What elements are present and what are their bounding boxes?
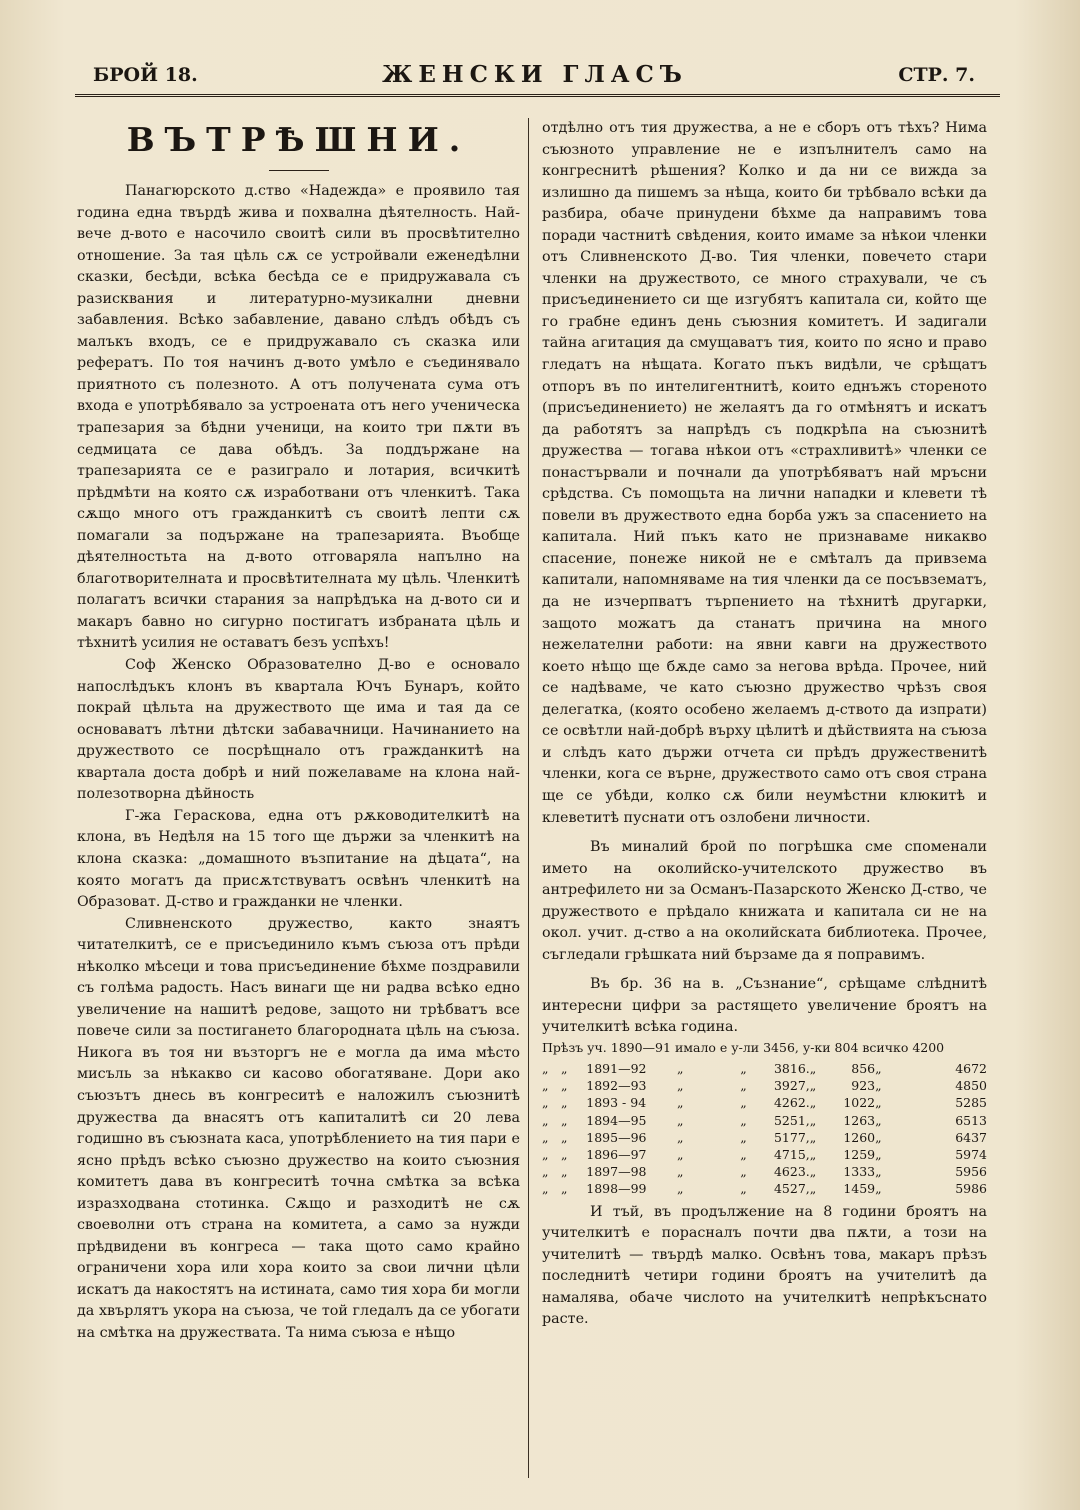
stats-cell-ditto1: „ bbox=[542, 1060, 549, 1076]
stats-cell-ditto5: „ bbox=[809, 1078, 817, 1094]
stats-cell-teachers: 4262. bbox=[773, 1095, 810, 1111]
stats-cell-total: 4672 bbox=[955, 1060, 987, 1076]
stats-cell-total: 5974 bbox=[955, 1146, 987, 1162]
stats-cell-ditto3: „ bbox=[676, 1181, 684, 1197]
stats-intro-line: Прѣзъ уч. 1890—91 имало е у-ли 3456, у-ки 804 всичко 4200 bbox=[542, 1039, 945, 1055]
header-rule bbox=[75, 94, 1000, 97]
article-paragraph: Въ бр. 36 на в. „Съзнание“, срѣщаме слѣднитѣ интересни цифри за растящето увеличение броятъ на учителкитѣ всѣка година. bbox=[542, 976, 987, 1036]
stats-cell-ditto2: „ bbox=[560, 1164, 568, 1180]
stats-cell-ditto6: „ bbox=[875, 1112, 882, 1128]
stats-cell-female: 923 bbox=[851, 1078, 876, 1094]
stats-cell-teachers: 5251, bbox=[773, 1112, 810, 1128]
stats-cell-ditto4: „ bbox=[740, 1060, 747, 1076]
stats-cell-ditto1: „ bbox=[542, 1146, 549, 1162]
stats-cell-total: 5285 bbox=[955, 1095, 987, 1111]
article-paragraph: И тъй, въ продължение на 8 години броятъ на учителкитѣ е порасналъ почти два пѫти, а този на учителитѣ — твърдѣ малко. Освѣнъ това, макаръ прѣзъ последнитѣ четири години броятъ на учителитѣ да намалява, обаче числото на учителкитѣ непрѣкъснато расте. bbox=[542, 1203, 987, 1328]
stats-cell-ditto6: „ bbox=[875, 1095, 882, 1111]
stats-cell-ditto3: „ bbox=[676, 1164, 684, 1180]
stats-cell-teachers: 4623. bbox=[773, 1164, 810, 1180]
stats-cell-ditto6: „ bbox=[875, 1078, 882, 1094]
title-rule bbox=[269, 170, 329, 171]
stats-cell-ditto2: „ bbox=[560, 1078, 568, 1094]
stats-cell-ditto5: „ bbox=[809, 1164, 817, 1180]
stats-row bbox=[542, 1146, 987, 1163]
stats-cell-ditto4: „ bbox=[740, 1112, 747, 1128]
stats-cell-ditto2: „ bbox=[560, 1181, 568, 1197]
stats-row bbox=[542, 1129, 987, 1146]
stats-cell-teachers: 3816. bbox=[773, 1060, 810, 1076]
stats-cell-year: 1892—93 bbox=[586, 1078, 647, 1094]
stats-cell-female: 1022 bbox=[843, 1095, 876, 1111]
stats-cell-ditto3: „ bbox=[676, 1078, 684, 1094]
article-paragraph: Сливненското дружество, както знаятъ читателкитѣ, се е присъединило къмъ съюза отъ прѣди нѣколко мѣсеци и това присъединение бѣхме поздравили съ голѣма радость. Насъ винаги ще ни радва всѣко едно увеличение на нашитѣ редове, защото ни трѣбватъ все повече сили за постигането благородната цѣль на съюза. Никога въ тоя ни възторгъ не е могла да има мѣсто мисъль за нѣкакво си касово обогатяване. Дори ако съюзътъ днесь въ конгреситѣ е наложилъ съюзнитѣ дружества да внасятъ отъ капиталитѣ си 20 лева годишно въ съюзната каса, употрѣблението на тия пари е ясно прѣдъ всѣко съюзно дружество на които съюзния комитетъ дава въ конгреситѣ точна смѣтка за всѣка изразходвана стотинка. Сѫщо и разходитѣ не сѫ своеволни отъ страна на комитета, а само за нужди прѣдвидени въ конгреса — така щото само крайно ограничени хора или хора които за свои лични цѣли искатъ да накостятъ на истината, само тия хора би могли да хвърлятъ укора на съюза, че той гледалъ да се убогати на смѣтка на дружествата. Та нима съюза е нѣщо bbox=[77, 915, 520, 1341]
stats-cell-ditto3: „ bbox=[676, 1060, 684, 1076]
stats-cell-year: 1895—96 bbox=[586, 1129, 647, 1145]
stats-cell-ditto4: „ bbox=[740, 1129, 747, 1145]
stats-cell-female: 1333 bbox=[843, 1164, 876, 1180]
stats-cell-ditto5: „ bbox=[809, 1060, 817, 1076]
stats-cell-total: 6513 bbox=[955, 1112, 987, 1128]
stats-cell-ditto2: „ bbox=[560, 1095, 568, 1111]
stats-row bbox=[542, 1077, 987, 1094]
stats-cell-ditto2: „ bbox=[560, 1129, 568, 1145]
stats-row bbox=[542, 1094, 987, 1111]
issue-number: БРОЙ 18. bbox=[93, 64, 198, 86]
article-paragraph: отдѣлно отъ тия дружества, а не е сборъ отъ тѣхъ? Нима съюзното управление не е изпълнителъ само на конгреснитѣ рѣшения? Колко и да ни се вижда за излишно да пишемъ за нѣща, които би трѣбвало всѣки да разбира, обаче принудени бѣхме да направимъ това поради частнитѣ свѣдения, които имаме за нѣкои членки отъ Сливненското Д-во. Тия членки, повечето стари членки на дружеството, се много страхували, че съ присъединението си ще изгубятъ капитала си, който ще го грабне единъ день съюзния комитетъ. И задигали тайна агитация да смущаватъ тия, които по ясно и право гледатъ на нѣщата. Когато пъкъ видѣли, че срѣщатъ отпоръ въ по интелигентнитѣ, които еднъжъ стореното (присъединението) не желаятъ да го отмѣнятъ и искатъ да работятъ за напрѣдъ съ подкрѣпа на съюзнитѣ дружества — тогава нѣкои отъ «страхливитѣ» членки се понастървали и почнали да употрѣбяватъ най мръсни срѣдства. Съ помощьта на лични нападки и клевети тѣ повели въ дружеството една борба ужъ за спасението на капитала. Ний пъкъ като не признаваме никакво спасение, понеже никой не е смѣталъ да привзема капитали, напомняваме на тия членки да се посъвзематъ, да не изчерпватъ търпението на тѣхнитѣ другарки, защото можатъ да станатъ причина на много нежелателни работи: на явни кавги на дружеството което нѣщо ще бѫде само за негова врѣда. Прочее, ний се надѣваме, че като съюзно дружество чрѣзъ своя делегатка, (която особено желаемъ д-ството да изпрати) се освѣтли най-добрѣ върху цѣлитѣ и дѣйствията на съюза и слѣдъ като държи отчета си прѣдъ дружественитѣ членки, кога се върне, дружеството само отъ своя страна ще се убѣди, колко сѫ били неумѣстни клюкитѣ и клеветитѣ пуснати отъ озлобени личности. bbox=[542, 120, 987, 826]
stats-row bbox=[542, 1163, 987, 1180]
stats-cell-ditto3: „ bbox=[676, 1095, 684, 1111]
stats-cell-female: 1459 bbox=[843, 1181, 876, 1197]
stats-cell-ditto4: „ bbox=[740, 1095, 747, 1111]
stats-cell-year: 1897—98 bbox=[586, 1164, 647, 1180]
stats-cell-female: 1259 bbox=[843, 1146, 876, 1162]
teacher-stats-table bbox=[542, 1060, 987, 1198]
stats-cell-female: 1263 bbox=[843, 1112, 876, 1128]
stats-cell-ditto4: „ bbox=[740, 1181, 747, 1197]
stats-cell-ditto2: „ bbox=[560, 1060, 568, 1076]
stats-cell-ditto1: „ bbox=[542, 1181, 549, 1197]
stats-cell-ditto5: „ bbox=[809, 1146, 817, 1162]
stats-cell-ditto4: „ bbox=[740, 1146, 747, 1162]
stats-cell-ditto5: „ bbox=[809, 1112, 817, 1128]
stats-cell-ditto5: „ bbox=[809, 1129, 817, 1145]
stats-cell-ditto3: „ bbox=[676, 1129, 684, 1145]
article-paragraph: Въ миналий брой по погрѣшка сме споменали името на околийско-учителското дружество въ антрефилето ни за Османъ-Пазарското Женско Д-ство, че дружеството е прѣдало книжата и капитала си не на окол. учит. д-ство а на околийската библиотека. Прочее, съгледали грѣшката ний бързаме да я поправимъ. bbox=[542, 839, 987, 963]
stats-cell-ditto3: „ bbox=[676, 1146, 684, 1162]
stats-cell-ditto1: „ bbox=[542, 1129, 549, 1145]
stats-cell-total: 5986 bbox=[955, 1181, 987, 1197]
stats-cell-year: 1898—99 bbox=[586, 1181, 647, 1197]
stats-cell-year: 1894—95 bbox=[586, 1112, 647, 1128]
stats-cell-ditto4: „ bbox=[740, 1078, 747, 1094]
stats-row bbox=[542, 1060, 987, 1077]
stats-cell-teachers: 3927, bbox=[773, 1078, 810, 1094]
stats-cell-ditto5: „ bbox=[809, 1181, 817, 1197]
stats-cell-ditto1: „ bbox=[542, 1095, 549, 1111]
stats-cell-teachers: 5177, bbox=[773, 1129, 810, 1145]
column-divider bbox=[528, 118, 529, 1478]
right-column bbox=[542, 118, 987, 1331]
stats-cell-ditto1: „ bbox=[542, 1078, 549, 1094]
stats-cell-teachers: 4715, bbox=[773, 1146, 810, 1162]
stats-cell-total: 4850 bbox=[955, 1078, 987, 1094]
section-title: ВЪТРѢШНИ. bbox=[126, 120, 471, 159]
stats-row bbox=[542, 1180, 987, 1197]
stats-cell-ditto3: „ bbox=[676, 1112, 684, 1128]
stats-cell-ditto1: „ bbox=[542, 1164, 549, 1180]
stats-cell-ditto6: „ bbox=[875, 1164, 882, 1180]
stats-cell-total: 6437 bbox=[955, 1129, 987, 1145]
left-column bbox=[77, 118, 520, 1345]
stats-cell-ditto6: „ bbox=[875, 1146, 882, 1162]
stats-cell-ditto2: „ bbox=[560, 1146, 568, 1162]
article-paragraph: Панагюрското д.ство «Надежда» е проявило тая година една твърдѣ жива и похвална дѣятелность. Най-вече д-вото е насочило своитѣ сили въ просвѣтително отношение. За тая цѣль сѫ се устройвали еженедѣлни сказки, бесѣди, всѣка бесѣда се е придружавала съ разисквания и литературно-музикални дневни забавления. Всѣко забавление, давано слѣдъ обѣдъ съ малъкъ входъ, се е придружавало съ сказка или рефератъ. По тоя начинъ д-вото умѣло е съединявало приятното съ полезното. А отъ получената сума отъ входа е употрѣбявало за устроената отъ него ученическа трапезария за бѣдни ученици, на които три пѫти въ седмицата се дава обѣдъ. За поддържане на трапезарията се е разиграло и лотария, всичкитѣ прѣдмѣти на която сѫ изработвани отъ членкитѣ. Така сѫщо много отъ гражданкитѣ съ своитѣ лепти сѫ помагали за подържане на трапезарията. Въобще дѣятелностьта на д-вото отговаряла напълно на благотворителната и просвѣтителната му цѣль. Членкитѣ полагатъ всички старания за напрѣдъка на д-вото си и макаръ бавно но сигурно постигатъ избраната цѣль и тѣхнитѣ усилия не оставатъ безъ успѣхъ! bbox=[77, 183, 520, 652]
stats-cell-ditto4: „ bbox=[740, 1164, 747, 1180]
stats-cell-ditto1: „ bbox=[542, 1112, 549, 1128]
article-paragraph: Г-жа Гераскова, една отъ рѫководителкитѣ на клона, въ Недѣля на 15 того ще държи за членкитѣ на клона сказка: „домашното възпитание на дѣцата“, на която могатъ да присѫтствуватъ освѣнъ членкитѣ на Образоват. Д-ство и гражданки не членки. bbox=[77, 807, 520, 911]
stats-cell-year: 1891—92 bbox=[586, 1060, 647, 1076]
stats-cell-year: 1896—97 bbox=[586, 1146, 647, 1162]
stats-cell-ditto5: „ bbox=[809, 1095, 817, 1111]
stats-cell-teachers: 4527, bbox=[773, 1181, 810, 1197]
stats-cell-female: 856 bbox=[851, 1060, 876, 1076]
stats-cell-ditto2: „ bbox=[560, 1112, 568, 1128]
stats-cell-female: 1260 bbox=[843, 1129, 876, 1145]
newspaper-title: ЖЕНСКИ ГЛАСЪ bbox=[382, 61, 688, 88]
article-paragraph: Соф Женско Образователно Д-во е основало напослѣдъкъ клонъ въ квартала Ючъ Бунаръ, който покрай цѣльта на дружеството ще има и тая да се основаватъ лѣтни дѣтски забавачници. Начинанието на дружеството се посрѣщнало отъ гражданкитѣ на квартала доста добрѣ и ний пожелаваме на клона най-полезотворна дѣйность bbox=[77, 657, 520, 803]
page-number: СТР. 7. bbox=[898, 64, 975, 86]
stats-cell-total: 5956 bbox=[955, 1164, 987, 1180]
stats-cell-year: 1893 - 94 bbox=[586, 1095, 647, 1111]
stats-cell-ditto6: „ bbox=[875, 1129, 882, 1145]
page-header bbox=[75, 60, 995, 90]
stats-cell-ditto6: „ bbox=[875, 1060, 882, 1076]
stats-cell-ditto6: „ bbox=[875, 1181, 882, 1197]
stats-row bbox=[542, 1112, 987, 1129]
